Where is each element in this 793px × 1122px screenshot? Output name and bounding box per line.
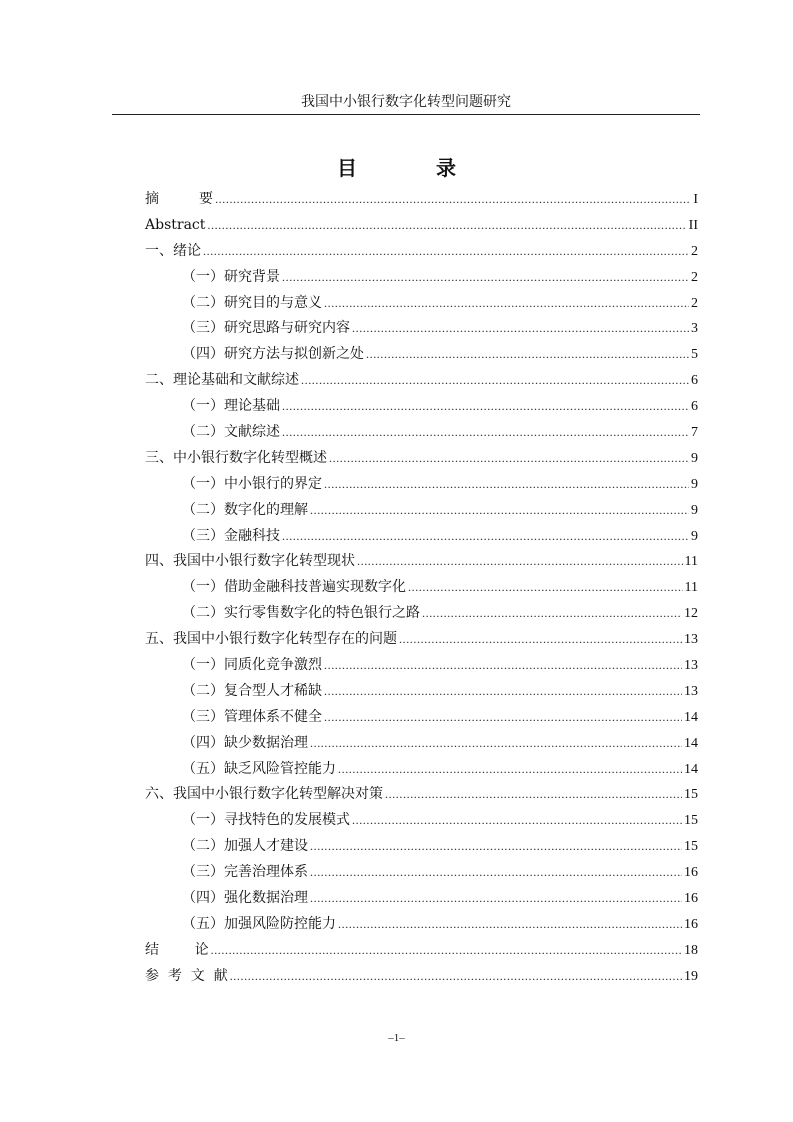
toc-entry[interactable] [145,420,698,446]
toc-entry-page: 5 [691,347,698,363]
toc-leader-dots [408,575,683,601]
toc-entry-label: （二）研究目的与意义 [182,294,322,311]
running-header: 我国中小银行数字化转型问题研究 [301,94,511,110]
toc-leader-dots [282,394,689,420]
toc-entry-label: （二）实行零售数字化的特色银行之路 [182,605,420,622]
toc-leader-dots [310,886,682,912]
toc-entry[interactable] [145,731,698,757]
toc-entry-label: 三、中小银行数字化转型概述 [145,449,327,466]
toc-entry-label: 六、我国中小银行数字化转型解决对策 [145,786,383,803]
toc-leader-dots [301,368,689,394]
toc-entry-label: 五、我国中小银行数字化转型存在的问题 [145,631,397,648]
toc-leader-dots [230,964,682,990]
toc-entry-label: （三）金融科技 [182,527,280,544]
page-number: –1– [388,1032,405,1044]
toc-title: 目 录 [337,156,492,180]
toc-leader-dots [282,420,689,446]
toc-entry[interactable] [145,213,698,239]
toc-leader-dots [338,757,682,783]
toc-entry-page: 15 [684,787,698,803]
toc-entry[interactable] [145,679,698,705]
toc-entry-label: （四）强化数据治理 [182,890,308,907]
toc-entry-page: 15 [684,839,698,855]
toc-entry-label: （一）理论基础 [182,398,280,415]
toc-leader-dots [324,679,682,705]
toc-leader-dots [282,524,689,550]
toc-entry[interactable] [145,964,698,990]
toc-entry-label: （三）完善治理体系 [182,864,308,881]
toc-entry-label: （五）缺乏风险管控能力 [182,760,336,777]
toc-entry-page: 9 [691,450,698,466]
toc-entry-page: 13 [684,658,698,674]
toc-entry-label: 参 考 文 献 [145,967,228,984]
toc-entry-label: 四、我国中小银行数字化转型现状 [145,553,355,570]
toc-entry-page: 2 [691,243,698,259]
toc-entry-label: （一）研究背景 [182,268,280,285]
toc-entry[interactable] [145,342,698,368]
toc-entry[interactable] [145,291,698,317]
toc-entry-label: （四）研究方法与拟创新之处 [182,346,364,363]
toc-entry-page: 9 [691,502,698,518]
toc-entry-page: 9 [691,476,698,492]
toc-leader-dots [282,265,689,291]
toc-leader-dots [310,731,682,757]
toc-entry-label: （二）复合型人才稀缺 [182,682,322,699]
toc-leader-dots [324,291,689,317]
toc-entry-page: 14 [684,761,698,777]
toc-leader-dots [352,808,682,834]
toc-leader-dots [422,601,682,627]
toc-leader-dots [399,627,682,653]
toc-entry-label: （一）中小银行的界定 [182,475,322,492]
toc-entry-label: （三）研究思路与研究内容 [182,320,350,337]
toc-entry-page: I [693,192,698,207]
toc-leader-dots [338,912,682,938]
toc-entry-label: （一）同质化竞争激烈 [182,657,322,674]
toc-leader-dots [215,187,691,213]
toc-entry[interactable] [145,316,698,342]
toc-leader-dots [352,316,689,342]
toc-entry-page: 13 [684,683,698,699]
toc-entry-page: 2 [691,269,698,285]
toc-entry[interactable] [145,524,698,550]
header-rule [112,114,700,115]
toc-entry-page: 14 [684,735,698,751]
toc-entry-label: （四）缺少数据治理 [182,734,308,751]
toc-entry-page: 14 [684,709,698,725]
toc-entry[interactable] [145,601,698,627]
toc-leader-dots [207,213,686,239]
toc-entry-label: （三）管理体系不健全 [182,708,322,725]
toc-entry-label: （一）寻找特色的发展模式 [182,812,350,829]
table-of-contents [145,187,698,990]
toc-entry[interactable] [145,938,698,964]
toc-entry-page: 6 [691,373,698,389]
toc-entry-page: 13 [684,632,698,648]
toc-entry-label: （五）加强风险防控能力 [182,915,336,932]
toc-leader-dots [310,860,682,886]
toc-entry[interactable] [145,265,698,291]
toc-entry[interactable] [145,705,698,731]
toc-entry[interactable] [145,575,698,601]
toc-entry-label: Abstract [145,216,206,233]
toc-entry[interactable] [145,446,698,472]
toc-entry-page: 16 [684,891,698,907]
toc-entry-label: （二）加强人才建设 [182,838,308,855]
toc-entry-page: 15 [684,813,698,829]
toc-leader-dots [385,782,682,808]
toc-entry-page: 3 [691,321,698,337]
toc-leader-dots [324,653,682,679]
toc-entry[interactable] [145,860,698,886]
toc-entry[interactable] [145,912,698,938]
toc-entry[interactable] [145,498,698,524]
toc-entry-page: 18 [684,942,698,958]
toc-entry-page: 12 [684,606,698,622]
toc-entry[interactable] [145,834,698,860]
toc-entry[interactable] [145,394,698,420]
toc-entry[interactable] [145,757,698,783]
toc-entry[interactable] [145,472,698,498]
toc-leader-dots [366,342,689,368]
toc-entry-label: 摘 要 [145,191,214,207]
toc-leader-dots [310,834,682,860]
toc-leader-dots [310,498,689,524]
toc-entry-page: 6 [691,399,698,415]
toc-leader-dots [329,446,689,472]
toc-entry-label: 结 论 [145,941,209,958]
toc-entry[interactable] [145,187,698,213]
toc-entry-page: 16 [684,916,698,932]
toc-entry-page: II [688,217,698,233]
toc-entry-page: 16 [684,865,698,881]
toc-entry-page: 11 [684,554,698,570]
toc-entry[interactable] [145,239,698,265]
toc-entry[interactable] [145,368,698,394]
toc-entry-label: （二）文献综述 [182,424,280,441]
toc-leader-dots [203,239,689,265]
toc-entry-page: 11 [684,580,698,596]
toc-entry[interactable] [145,782,698,808]
toc-entry[interactable] [145,886,698,912]
toc-entry[interactable] [145,808,698,834]
toc-entry-label: （一）借助金融科技普遍实现数字化 [182,579,406,596]
toc-leader-dots [211,938,682,964]
toc-entry-label: 一、绪论 [145,242,201,259]
toc-entry[interactable] [145,627,698,653]
toc-leader-dots [324,705,682,731]
toc-entry[interactable] [145,653,698,679]
toc-entry[interactable] [145,549,698,575]
toc-leader-dots [357,549,683,575]
toc-entry-page: 2 [691,295,698,311]
toc-entry-page: 7 [691,425,698,441]
toc-entry-page: 19 [684,968,698,984]
toc-entry-label: 二、理论基础和文献综述 [145,372,299,389]
toc-entry-label: （二）数字化的理解 [182,501,308,518]
toc-leader-dots [324,472,689,498]
toc-entry-page: 9 [691,528,698,544]
